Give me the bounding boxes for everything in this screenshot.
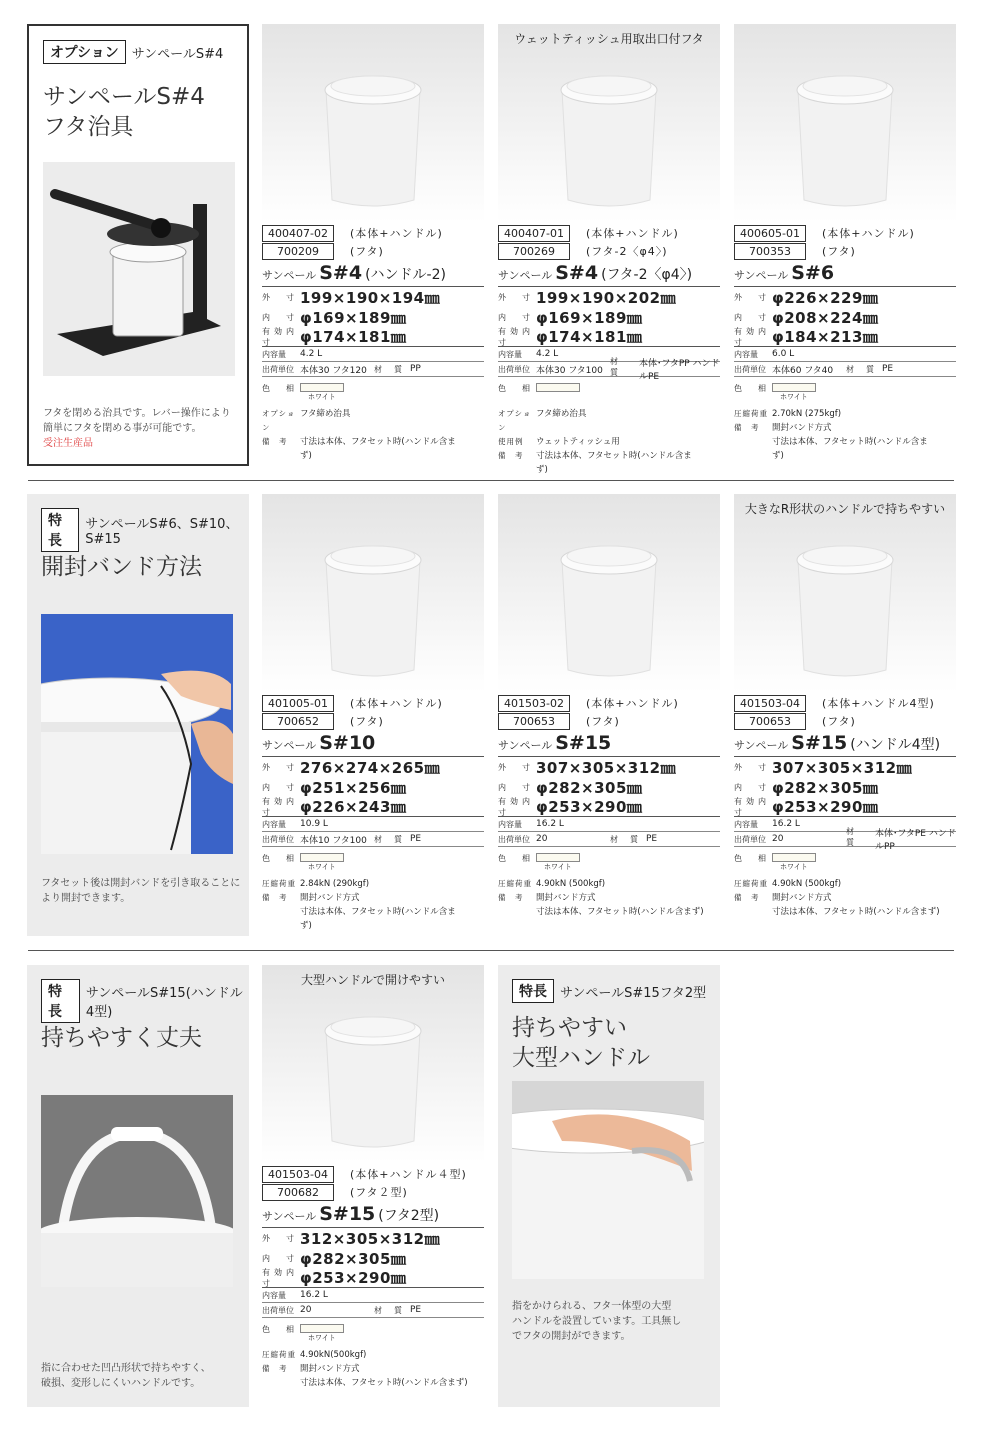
opening-band-photo-icon (41, 614, 233, 854)
effective-dimension: 有効内寸 φ174×181㎜ (498, 327, 720, 347)
inner-dimension: 内 寸 φ169×189㎜ (498, 308, 643, 327)
shipping-row: 出荷単位 本体60 フタ40 材 質 PE (734, 362, 956, 377)
inner-dimension: 内 寸 φ208×224㎜ (734, 308, 879, 327)
shipping-row: 出荷単位 本体30 フタ100 材 質 本体･フタPP ハンドルPE (498, 357, 720, 382)
color-row: 色 相 ホワイト (498, 847, 720, 877)
remark-row: 備 考 開封バンド方式 寸法は本体、フタセット時(ハンドル含ま ず) (262, 893, 456, 931)
product-name: サンペール S#15 (498, 732, 612, 754)
product-code: 401005-01 (262, 695, 334, 712)
feature-tag: 特長 (512, 979, 554, 1003)
product-name: サンペール S#6 (734, 262, 835, 284)
compression-row: 圧縮荷重 2.70kN (275kgf) (734, 409, 842, 419)
product-codes: 401503-04 (本体+ハンドル４型) 700682 (フタ２型) (262, 1165, 467, 1201)
remark-row: 備 考 開封バンド方式 寸法は本体、フタセット時(ハンドル含まず) (734, 893, 940, 917)
product-name: サンペール S#4 (フタ-2〈φ4〉) (498, 262, 693, 284)
color-row: 色 相 ホワイト (734, 377, 956, 407)
capacity-row: 内容量 16.2 L (262, 1288, 484, 1303)
product-name: サンペール S#4 (ハンドル-2) (262, 262, 446, 284)
color-swatch (300, 383, 344, 392)
lid-code: 700653 (734, 713, 806, 730)
effective-dimension: 有効内寸 φ253×290㎜ (734, 797, 956, 817)
large-handle-photo-icon (512, 1081, 704, 1279)
tag-subtitle: サンペールS#15フタ2型 (560, 985, 707, 1001)
product-codes: 401503-04 (本体+ハンドル4型) 700653 (フタ) (734, 694, 935, 730)
color-row: 色 相 ホワイト (262, 377, 484, 407)
color-row: 色 相 (498, 377, 720, 407)
spec-table (734, 286, 956, 463)
shipping-row: 出荷単位 20 材 質 PE (262, 1303, 484, 1318)
shipping-row: 出荷単位 20 材 質 PE (498, 832, 720, 847)
product-codes: 400407-01 (本体+ハンドル) 700269 (フタ-2〈φ4〉) (498, 224, 679, 260)
remark-row: 備 考 開封バンド方式 寸法は本体、フタセット時(ハンドル含まず) (262, 1364, 468, 1388)
image-caption: 大型ハンドルで開けやすい (300, 973, 445, 987)
shipping-row: 出荷単位 本体30 フタ120 材 質 PP (262, 362, 484, 377)
effective-dimension: 有効内寸 φ226×243㎜ (262, 797, 484, 817)
handle-closeup-photo-icon (41, 1095, 233, 1287)
capacity-row: 内容量 6.0 L (734, 347, 956, 362)
section-divider (28, 950, 954, 951)
product-code: 401503-04 (262, 1166, 334, 1183)
shipping-row: 出荷単位 20 材 質 本体･フタPE ハンドルPP (734, 827, 956, 852)
section-divider (28, 480, 954, 481)
color-swatch (300, 853, 344, 862)
inner-dimension: 内 寸 φ282×305㎜ (498, 778, 643, 797)
outer-dimension: 外 寸 199×190×194㎜ (262, 288, 441, 307)
feature-tag: 特長 (41, 508, 79, 552)
outer-dimension: 外 寸 307×305×312㎜ (734, 758, 913, 777)
feature-title: 開封バンド方法 (41, 554, 202, 580)
tag-subtitle: サンペールS#15(ハンドル4型) (85, 986, 243, 1020)
spec-table (498, 756, 720, 919)
lid-code: 700653 (498, 713, 570, 730)
compression-row: 圧縮荷重 2.84kN (290kgf) (262, 879, 370, 889)
product-name: サンペール S#15 (ハンドル4型) (734, 732, 941, 754)
compression-row: 圧縮荷重 4.90kN (500kgf) (734, 879, 842, 889)
color-swatch (300, 1324, 344, 1333)
lid-press-tool-icon (43, 162, 235, 376)
bucket-photo-icon (262, 965, 484, 1163)
bucket-photo-icon (498, 24, 720, 222)
bucket-photo-icon (262, 494, 484, 692)
compression-row: 圧縮荷重 4.90kN(500kgf) (262, 1350, 367, 1360)
color-swatch (772, 853, 816, 862)
shipping-row: 出荷単位 本体10 フタ100 材 質 PE (262, 832, 484, 847)
feature-title: サンペールS#4 フタ治具 (43, 84, 205, 140)
inner-dimension: 内 寸 φ169×189㎜ (262, 308, 407, 327)
feature-title: 持ちやすい 大型ハンドル (512, 1015, 650, 1071)
outer-dimension: 外 寸 312×305×312㎜ (262, 1229, 441, 1248)
capacity-row: 内容量 16.2 L (498, 817, 720, 832)
lid-code: 700269 (498, 243, 570, 260)
outer-dimension: 外 寸 φ226×229㎜ (734, 288, 879, 307)
feature-panel-large-handle (498, 965, 720, 1407)
product-name: サンペール S#10 (262, 732, 376, 754)
spec-table (734, 756, 956, 919)
feature-description: 指をかけられる、フタ一体型の大型 ハンドルを設置しています。工具無し でフタの開封ができます。 (512, 1301, 682, 1342)
bucket-photo-icon (734, 24, 956, 222)
outer-dimension: 外 寸 307×305×312㎜ (498, 758, 677, 777)
bucket-photo-icon (734, 494, 956, 692)
bucket-photo-icon (498, 494, 720, 692)
outer-dimension: 外 寸 276×274×265㎜ (262, 758, 441, 777)
option-row: オプション フタ締め治具 (498, 409, 587, 432)
effective-dimension: 有効内寸 φ253×290㎜ (262, 1268, 484, 1288)
color-row: 色 相 ホワイト (734, 847, 956, 877)
usage-row: 使用例 ウェットティッシュ用 (498, 437, 620, 447)
feature-description: フタセット後は開封バンドを引き取ることに より開封できます。 (41, 878, 241, 904)
product-codes: 401503-02 (本体+ハンドル) 700653 (フタ) (498, 694, 679, 730)
feature-title: 持ちやすく丈夫 (41, 1025, 202, 1051)
feature-panel-handle (27, 965, 249, 1407)
lid-code: 700652 (262, 713, 334, 730)
remark-row: 備 考 寸法は本体、フタセット時(ハンドル含ま ず) (262, 437, 456, 461)
product-code: 401503-02 (498, 695, 570, 712)
spec-table (498, 286, 720, 477)
capacity-row: 内容量 4.2 L (498, 347, 720, 362)
spec-table (262, 286, 484, 463)
lid-code: 700682 (262, 1184, 334, 1201)
tag-subtitle: サンペールS#4 (131, 46, 224, 62)
feature-panel-opening-band (27, 494, 249, 936)
image-caption: ウェットティッシュ用取出口付フタ (514, 32, 704, 46)
image-caption: 大きなR形状のハンドルで持ちやすい (744, 502, 946, 516)
product-code: 400605-01 (734, 225, 806, 242)
bucket-photo-icon (262, 24, 484, 222)
made-to-order-note: 受注生産品 (43, 438, 93, 449)
capacity-row: 内容量 16.2 L (734, 817, 956, 832)
color-swatch (772, 383, 816, 392)
inner-dimension: 内 寸 φ251×256㎜ (262, 778, 407, 797)
outer-dimension: 外 寸 199×190×202㎜ (498, 288, 677, 307)
color-row: 色 相 ホワイト (262, 1318, 484, 1348)
product-code: 401503-04 (734, 695, 806, 712)
feature-panel-lid-tool (27, 24, 249, 466)
remark-row: 備 考 開封バンド方式 寸法は本体、フタセット時(ハンドル含ま ず) (734, 423, 928, 461)
product-name: サンペール S#15 (フタ2型) (262, 1203, 440, 1225)
capacity-row: 内容量 10.9 L (262, 817, 484, 832)
remark-row: 備 考 寸法は本体、フタセット時(ハンドル含ま ず) (498, 451, 692, 475)
product-code: 400407-01 (498, 225, 570, 242)
lid-code: 700353 (734, 243, 806, 260)
color-swatch (536, 853, 580, 862)
tag-subtitle: サンペールS#6、S#10、S#15 (85, 517, 239, 547)
spec-table (262, 756, 484, 933)
capacity-row: 内容量 4.2 L (262, 347, 484, 362)
product-codes: 401005-01 (本体+ハンドル) 700652 (フタ) (262, 694, 443, 730)
effective-dimension: 有効内寸 φ174×181㎜ (262, 327, 484, 347)
product-codes: 400605-01 (本体+ハンドル) 700353 (フタ) (734, 224, 915, 260)
option-tag: オプション (43, 40, 126, 64)
product-code: 400407-02 (262, 225, 334, 242)
feature-description: 指に合わせた凹凸形状で持ちやすく、 破損、変形しにくいハンドルです。 (41, 1363, 211, 1389)
inner-dimension: 内 寸 φ282×305㎜ (262, 1249, 407, 1268)
color-swatch (536, 383, 580, 392)
effective-dimension: 有効内寸 φ253×290㎜ (498, 797, 720, 817)
lid-code: 700209 (262, 243, 334, 260)
compression-row: 圧縮荷重 4.90kN (500kgf) (498, 879, 606, 889)
inner-dimension: 内 寸 φ282×305㎜ (734, 778, 879, 797)
option-row: オプション フタ締め治具 (262, 409, 351, 432)
remark-row: 備 考 開封バンド方式 寸法は本体、フタセット時(ハンドル含まず) (498, 893, 704, 917)
product-codes: 400407-02 (本体+ハンドル) 700209 (フタ) (262, 224, 443, 260)
color-row: 色 相 ホワイト (262, 847, 484, 877)
spec-table (262, 1227, 484, 1390)
feature-description: フタを閉める治具です。レバー操作により 簡単にフタを閉める事が可能です。 受注生産品 (43, 408, 231, 449)
effective-dimension: 有効内寸 φ184×213㎜ (734, 327, 956, 347)
feature-tag: 特長 (41, 979, 80, 1023)
